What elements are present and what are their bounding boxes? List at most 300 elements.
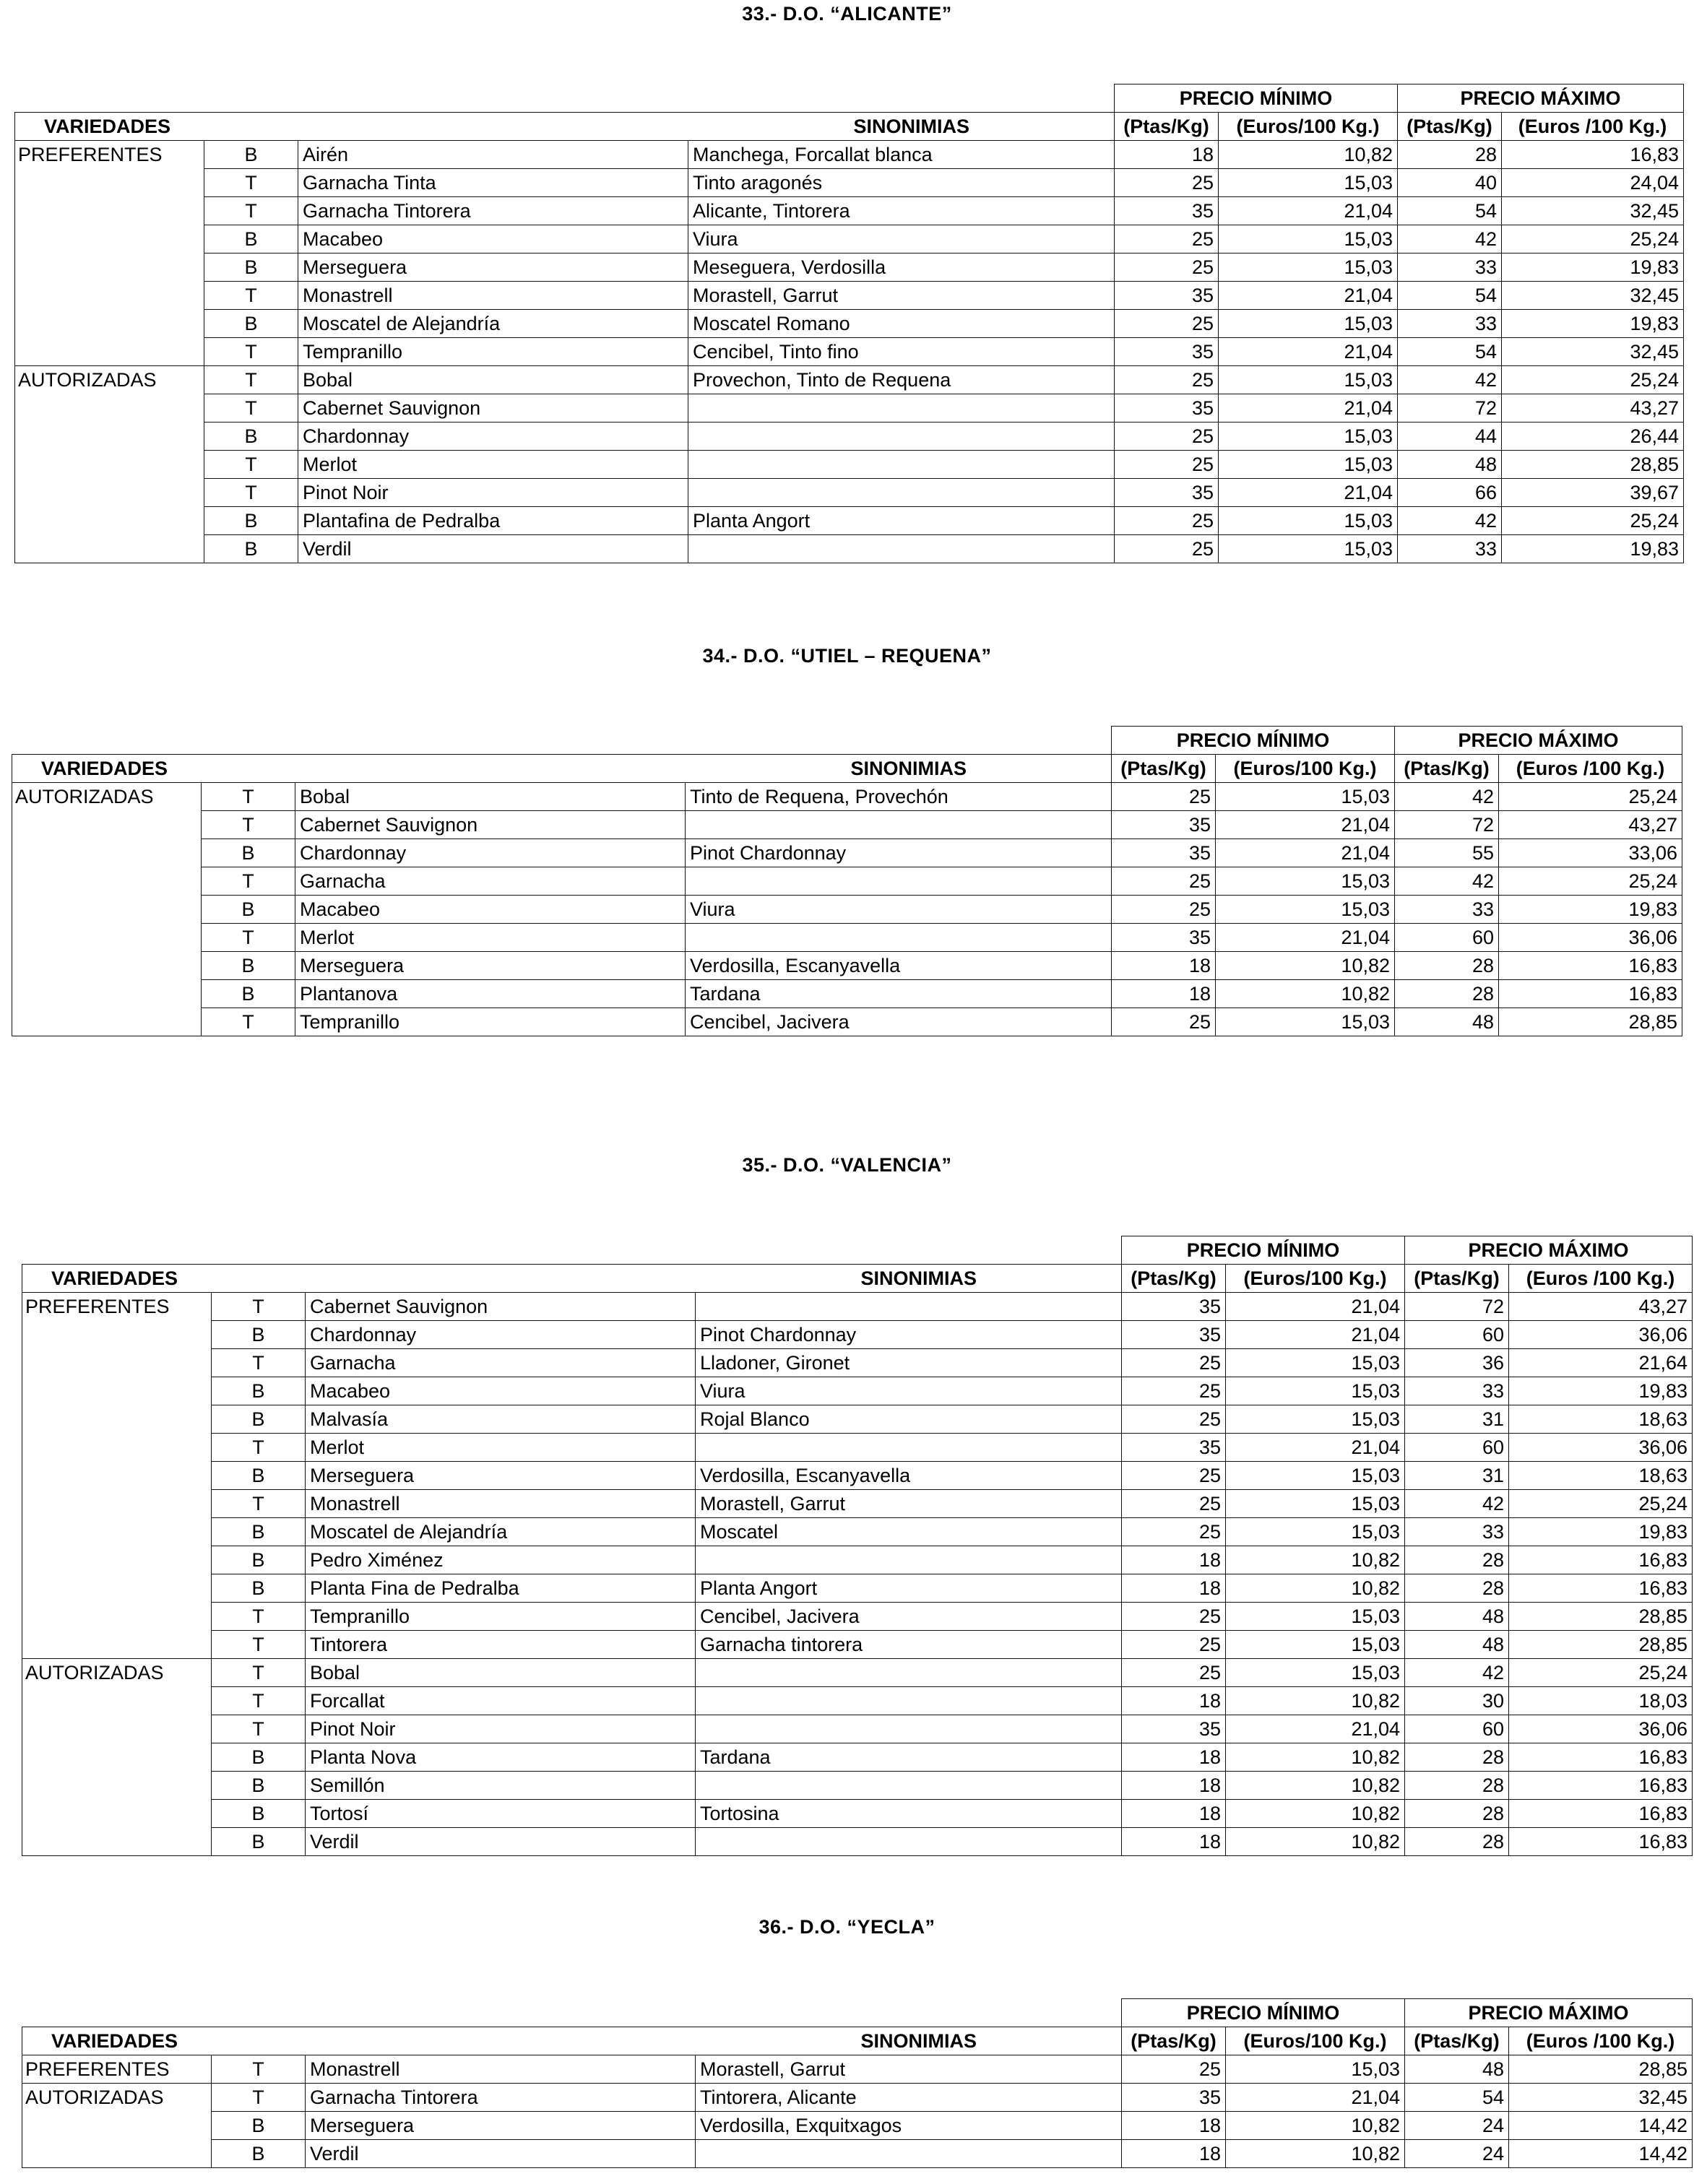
min-euros-100kg: 21,04 bbox=[1219, 394, 1398, 422]
variety-name: Moscatel de Alejandría bbox=[298, 310, 688, 338]
max-euros-100kg: 36,06 bbox=[1509, 1715, 1693, 1743]
max-ptas-kg: 28 bbox=[1395, 952, 1499, 980]
table-row bbox=[22, 1377, 1693, 1405]
min-ptas-kg: 25 bbox=[1112, 1008, 1216, 1036]
header-sinonimias: SINONIMIAS bbox=[696, 2027, 1122, 2055]
variety-name: Cabernet Sauvignon bbox=[306, 1293, 696, 1321]
synonyms bbox=[696, 1546, 1122, 1574]
header-sinonimias: SINONIMIAS bbox=[688, 113, 1115, 141]
grape-color: B bbox=[212, 1800, 306, 1828]
header-row-prices bbox=[22, 1236, 1693, 1265]
min-ptas-kg: 35 bbox=[1115, 479, 1219, 507]
min-euros-100kg: 21,04 bbox=[1219, 338, 1398, 366]
max-ptas-kg: 54 bbox=[1398, 338, 1502, 366]
variety-name: Pinot Noir bbox=[298, 479, 688, 507]
grape-color: T bbox=[212, 1631, 306, 1659]
min-ptas-kg: 25 bbox=[1112, 783, 1216, 811]
table-row bbox=[22, 1743, 1693, 1772]
table-row bbox=[15, 197, 1684, 225]
min-ptas-kg: 35 bbox=[1115, 338, 1219, 366]
max-ptas-kg: 28 bbox=[1395, 980, 1499, 1008]
variety-name: Tintorera bbox=[306, 1631, 696, 1659]
min-euros-100kg: 21,04 bbox=[1226, 1715, 1405, 1743]
synonyms bbox=[696, 1659, 1122, 1687]
min-euros-100kg: 15,03 bbox=[1219, 535, 1398, 563]
table-row bbox=[22, 1828, 1693, 1856]
header-euros-min: (Euros/100 Kg.) bbox=[1226, 1265, 1405, 1293]
min-euros-100kg: 10,82 bbox=[1226, 1828, 1405, 1856]
max-ptas-kg: 54 bbox=[1398, 282, 1502, 310]
min-euros-100kg: 15,03 bbox=[1226, 1490, 1405, 1518]
min-ptas-kg: 35 bbox=[1112, 924, 1216, 952]
min-euros-100kg: 15,03 bbox=[1226, 1462, 1405, 1490]
max-euros-100kg: 16,83 bbox=[1509, 1546, 1693, 1574]
max-euros-100kg: 24,04 bbox=[1502, 169, 1684, 197]
synonyms: Provechon, Tinto de Requena bbox=[688, 366, 1115, 394]
grape-color: B bbox=[212, 1743, 306, 1772]
variety-name: Monastrell bbox=[306, 1490, 696, 1518]
header-euros-max: (Euros /100 Kg.) bbox=[1499, 755, 1682, 783]
min-euros-100kg: 15,03 bbox=[1226, 1518, 1405, 1546]
table-row bbox=[15, 169, 1684, 197]
max-ptas-kg: 33 bbox=[1405, 1518, 1509, 1546]
min-ptas-kg: 18 bbox=[1122, 1743, 1226, 1772]
max-ptas-kg: 72 bbox=[1405, 1293, 1509, 1321]
synonyms bbox=[696, 1293, 1122, 1321]
grape-color: B bbox=[204, 535, 298, 563]
variety-name: Verdil bbox=[306, 1828, 696, 1856]
synonyms: Meseguera, Verdosilla bbox=[688, 254, 1115, 282]
variety-name: Merseguera bbox=[298, 254, 688, 282]
min-euros-100kg: 10,82 bbox=[1226, 1800, 1405, 1828]
table-row bbox=[22, 2140, 1693, 2168]
table-row bbox=[15, 507, 1684, 535]
grape-color: T bbox=[202, 924, 295, 952]
grape-color: T bbox=[202, 1008, 295, 1036]
header-ptas-kg-max: (Ptas/Kg) bbox=[1398, 113, 1502, 141]
group-label: PREFERENTES bbox=[22, 2055, 212, 2084]
min-euros-100kg: 21,04 bbox=[1226, 1293, 1405, 1321]
table-row bbox=[12, 1008, 1682, 1036]
grape-color: B bbox=[204, 310, 298, 338]
min-euros-100kg: 15,03 bbox=[1216, 896, 1395, 924]
min-euros-100kg: 21,04 bbox=[1216, 924, 1395, 952]
min-euros-100kg: 10,82 bbox=[1216, 952, 1395, 980]
header-sinonimias: SINONIMIAS bbox=[686, 755, 1112, 783]
table-row bbox=[12, 811, 1682, 839]
variety-name: Macabeo bbox=[295, 896, 686, 924]
max-euros-100kg: 21,64 bbox=[1509, 1349, 1693, 1377]
min-ptas-kg: 25 bbox=[1122, 1377, 1226, 1405]
max-euros-100kg: 18,63 bbox=[1509, 1462, 1693, 1490]
max-ptas-kg: 72 bbox=[1395, 811, 1499, 839]
min-ptas-kg: 35 bbox=[1112, 811, 1216, 839]
grape-color: T bbox=[212, 2084, 306, 2112]
variety-name: Merlot bbox=[306, 1434, 696, 1462]
grape-color: T bbox=[204, 451, 298, 479]
grape-color: T bbox=[212, 1293, 306, 1321]
max-ptas-kg: 28 bbox=[1405, 1574, 1509, 1603]
table-row bbox=[22, 1349, 1693, 1377]
table-row bbox=[15, 254, 1684, 282]
min-euros-100kg: 15,03 bbox=[1226, 1349, 1405, 1377]
grape-color: T bbox=[204, 394, 298, 422]
max-euros-100kg: 16,83 bbox=[1499, 952, 1682, 980]
min-ptas-kg: 25 bbox=[1122, 2055, 1226, 2084]
header-precio-minimo: PRECIO MÍNIMO bbox=[1112, 727, 1395, 755]
max-euros-100kg: 14,42 bbox=[1509, 2112, 1693, 2140]
min-euros-100kg: 15,03 bbox=[1226, 1659, 1405, 1687]
min-ptas-kg: 25 bbox=[1122, 1603, 1226, 1631]
max-ptas-kg: 42 bbox=[1398, 225, 1502, 254]
min-euros-100kg: 21,04 bbox=[1226, 1321, 1405, 1349]
grape-color: T bbox=[204, 282, 298, 310]
variety-name: Tempranillo bbox=[298, 338, 688, 366]
synonyms: Tortosina bbox=[696, 1800, 1122, 1828]
max-euros-100kg: 25,24 bbox=[1499, 867, 1682, 896]
header-row-prices bbox=[12, 727, 1682, 755]
variety-name: Bobal bbox=[306, 1659, 696, 1687]
header-euros-max: (Euros /100 Kg.) bbox=[1509, 1265, 1693, 1293]
grape-color: B bbox=[212, 1377, 306, 1405]
min-ptas-kg: 25 bbox=[1112, 867, 1216, 896]
grape-color: B bbox=[202, 952, 295, 980]
max-ptas-kg: 33 bbox=[1398, 535, 1502, 563]
max-ptas-kg: 55 bbox=[1395, 839, 1499, 867]
variety-name: Moscatel de Alejandría bbox=[306, 1518, 696, 1546]
group-label: PREFERENTES bbox=[15, 141, 204, 366]
synonyms bbox=[688, 422, 1115, 451]
variety-name: Merlot bbox=[298, 451, 688, 479]
grape-color: B bbox=[212, 1405, 306, 1434]
synonyms: Morastell, Garrut bbox=[696, 1490, 1122, 1518]
min-euros-100kg: 10,82 bbox=[1226, 1687, 1405, 1715]
section-title-yecla: 36.- D.O. “YECLA” bbox=[759, 1916, 935, 1938]
min-euros-100kg: 10,82 bbox=[1226, 1546, 1405, 1574]
max-ptas-kg: 31 bbox=[1405, 1462, 1509, 1490]
table-row bbox=[22, 1321, 1693, 1349]
header-euros-min: (Euros/100 Kg.) bbox=[1226, 2027, 1405, 2055]
min-ptas-kg: 35 bbox=[1122, 1434, 1226, 1462]
table-row bbox=[12, 896, 1682, 924]
variety-name: Tortosí bbox=[306, 1800, 696, 1828]
min-euros-100kg: 15,03 bbox=[1226, 1603, 1405, 1631]
variety-name: Chardonnay bbox=[306, 1321, 696, 1349]
header-row-columns bbox=[12, 755, 1682, 783]
max-euros-100kg: 25,24 bbox=[1502, 366, 1684, 394]
group-label: AUTORIZADAS bbox=[22, 2084, 212, 2168]
synonyms: Moscatel Romano bbox=[688, 310, 1115, 338]
price-table-utiel-requena bbox=[12, 726, 1682, 1036]
header-precio-maximo: PRECIO MÁXIMO bbox=[1405, 1999, 1693, 2027]
synonyms bbox=[688, 394, 1115, 422]
max-euros-100kg: 28,85 bbox=[1502, 451, 1684, 479]
grape-color: B bbox=[202, 896, 295, 924]
header-euros-max: (Euros /100 Kg.) bbox=[1502, 113, 1684, 141]
synonyms: Planta Angort bbox=[696, 1574, 1122, 1603]
max-euros-100kg: 28,85 bbox=[1499, 1008, 1682, 1036]
header-variedades: VARIEDADES bbox=[12, 755, 686, 783]
table-row bbox=[22, 2084, 1693, 2112]
table-row bbox=[22, 1659, 1693, 1687]
header-ptas-kg-min: (Ptas/Kg) bbox=[1115, 113, 1219, 141]
max-euros-100kg: 43,27 bbox=[1509, 1293, 1693, 1321]
synonyms: Tinto de Requena, Provechón bbox=[686, 783, 1112, 811]
max-ptas-kg: 33 bbox=[1405, 1377, 1509, 1405]
min-ptas-kg: 25 bbox=[1122, 1349, 1226, 1377]
max-euros-100kg: 19,83 bbox=[1502, 254, 1684, 282]
max-ptas-kg: 48 bbox=[1405, 2055, 1509, 2084]
min-euros-100kg: 10,82 bbox=[1216, 980, 1395, 1008]
synonyms: Verdosilla, Exquitxagos bbox=[696, 2112, 1122, 2140]
variety-name: Garnacha Tintorera bbox=[306, 2084, 696, 2112]
table-row bbox=[12, 867, 1682, 896]
min-ptas-kg: 25 bbox=[1122, 1405, 1226, 1434]
min-euros-100kg: 15,03 bbox=[1219, 507, 1398, 535]
synonyms: Tintorera, Alicante bbox=[696, 2084, 1122, 2112]
max-ptas-kg: 48 bbox=[1405, 1631, 1509, 1659]
variety-name: Merlot bbox=[295, 924, 686, 952]
min-euros-100kg: 21,04 bbox=[1226, 1434, 1405, 1462]
min-euros-100kg: 10,82 bbox=[1226, 2140, 1405, 2168]
grape-color: T bbox=[212, 1434, 306, 1462]
variety-name: Verdil bbox=[306, 2140, 696, 2168]
synonyms: Lladoner, Gironet bbox=[696, 1349, 1122, 1377]
header-ptas-kg-min: (Ptas/Kg) bbox=[1112, 755, 1216, 783]
max-euros-100kg: 19,83 bbox=[1509, 1377, 1693, 1405]
min-euros-100kg: 21,04 bbox=[1216, 811, 1395, 839]
min-ptas-kg: 35 bbox=[1115, 197, 1219, 225]
header-row-columns bbox=[22, 2027, 1693, 2055]
min-ptas-kg: 18 bbox=[1122, 1546, 1226, 1574]
synonyms bbox=[696, 1828, 1122, 1856]
min-ptas-kg: 25 bbox=[1115, 451, 1219, 479]
min-ptas-kg: 35 bbox=[1122, 2084, 1226, 2112]
min-ptas-kg: 25 bbox=[1115, 422, 1219, 451]
grape-color: T bbox=[212, 1687, 306, 1715]
max-euros-100kg: 26,44 bbox=[1502, 422, 1684, 451]
min-euros-100kg: 15,03 bbox=[1216, 783, 1395, 811]
header-ptas-kg-max: (Ptas/Kg) bbox=[1405, 1265, 1509, 1293]
min-euros-100kg: 15,03 bbox=[1216, 1008, 1395, 1036]
min-euros-100kg: 10,82 bbox=[1226, 2112, 1405, 2140]
variety-name: Bobal bbox=[298, 366, 688, 394]
table-row bbox=[22, 1546, 1693, 1574]
header-row-columns bbox=[22, 1265, 1693, 1293]
variety-name: Pedro Ximénez bbox=[306, 1546, 696, 1574]
variety-name: Bobal bbox=[295, 783, 686, 811]
max-euros-100kg: 39,67 bbox=[1502, 479, 1684, 507]
grape-color: B bbox=[212, 1546, 306, 1574]
variety-name: Garnacha Tinta bbox=[298, 169, 688, 197]
max-euros-100kg: 16,83 bbox=[1499, 980, 1682, 1008]
grape-color: B bbox=[212, 1462, 306, 1490]
max-euros-100kg: 36,06 bbox=[1509, 1321, 1693, 1349]
grape-color: T bbox=[204, 338, 298, 366]
min-euros-100kg: 10,82 bbox=[1219, 141, 1398, 169]
max-euros-100kg: 19,83 bbox=[1499, 896, 1682, 924]
max-ptas-kg: 33 bbox=[1395, 896, 1499, 924]
table-row bbox=[12, 839, 1682, 867]
header-row-columns bbox=[15, 113, 1684, 141]
grape-color: T bbox=[202, 811, 295, 839]
max-ptas-kg: 44 bbox=[1398, 422, 1502, 451]
variety-name: Cabernet Sauvignon bbox=[295, 811, 686, 839]
synonyms: Viura bbox=[696, 1377, 1122, 1405]
table-row bbox=[15, 282, 1684, 310]
table-row bbox=[15, 338, 1684, 366]
max-ptas-kg: 40 bbox=[1398, 169, 1502, 197]
price-table-alicante bbox=[14, 84, 1684, 563]
min-ptas-kg: 25 bbox=[1115, 169, 1219, 197]
variety-name: Airén bbox=[298, 141, 688, 169]
min-euros-100kg: 10,82 bbox=[1226, 1574, 1405, 1603]
header-euros-min: (Euros/100 Kg.) bbox=[1216, 755, 1395, 783]
table-row bbox=[22, 1772, 1693, 1800]
synonyms bbox=[688, 479, 1115, 507]
grape-color: B bbox=[212, 1518, 306, 1546]
min-euros-100kg: 15,03 bbox=[1226, 2055, 1405, 2084]
table-row bbox=[12, 952, 1682, 980]
table-row bbox=[15, 451, 1684, 479]
table-row bbox=[22, 1631, 1693, 1659]
variety-name: Planta Fina de Pedralba bbox=[306, 1574, 696, 1603]
max-euros-100kg: 16,83 bbox=[1509, 1743, 1693, 1772]
synonyms: Cencibel, Tinto fino bbox=[688, 338, 1115, 366]
min-ptas-kg: 18 bbox=[1122, 1828, 1226, 1856]
table-row bbox=[15, 310, 1684, 338]
synonyms bbox=[696, 1687, 1122, 1715]
max-euros-100kg: 43,27 bbox=[1499, 811, 1682, 839]
min-euros-100kg: 21,04 bbox=[1219, 197, 1398, 225]
min-euros-100kg: 15,03 bbox=[1219, 254, 1398, 282]
max-ptas-kg: 28 bbox=[1405, 1772, 1509, 1800]
min-ptas-kg: 25 bbox=[1112, 896, 1216, 924]
min-euros-100kg: 21,04 bbox=[1219, 479, 1398, 507]
synonyms: Viura bbox=[688, 225, 1115, 254]
max-ptas-kg: 28 bbox=[1405, 1800, 1509, 1828]
min-euros-100kg: 21,04 bbox=[1216, 839, 1395, 867]
max-ptas-kg: 60 bbox=[1405, 1321, 1509, 1349]
header-blank bbox=[15, 84, 1115, 113]
header-euros-min: (Euros/100 Kg.) bbox=[1219, 113, 1398, 141]
section-title-alicante: 33.- D.O. “ALICANTE” bbox=[742, 3, 952, 25]
table-row bbox=[22, 1603, 1693, 1631]
variety-name: Malvasía bbox=[306, 1405, 696, 1434]
min-euros-100kg: 21,04 bbox=[1219, 282, 1398, 310]
header-variedades: VARIEDADES bbox=[22, 2027, 696, 2055]
max-ptas-kg: 60 bbox=[1405, 1715, 1509, 1743]
group-label: AUTORIZADAS bbox=[15, 366, 204, 563]
header-ptas-kg-min: (Ptas/Kg) bbox=[1122, 2027, 1226, 2055]
min-euros-100kg: 21,04 bbox=[1226, 2084, 1405, 2112]
max-euros-100kg: 18,03 bbox=[1509, 1687, 1693, 1715]
max-euros-100kg: 16,83 bbox=[1502, 141, 1684, 169]
table-row bbox=[22, 1405, 1693, 1434]
min-ptas-kg: 18 bbox=[1122, 1800, 1226, 1828]
max-ptas-kg: 54 bbox=[1405, 2084, 1509, 2112]
variety-name: Garnacha bbox=[295, 867, 686, 896]
min-ptas-kg: 35 bbox=[1122, 1293, 1226, 1321]
header-blank bbox=[12, 727, 1112, 755]
min-ptas-kg: 25 bbox=[1115, 366, 1219, 394]
table-row bbox=[15, 225, 1684, 254]
max-ptas-kg: 28 bbox=[1405, 1546, 1509, 1574]
table-row bbox=[15, 141, 1684, 169]
synonyms: Verdosilla, Escanyavella bbox=[686, 952, 1112, 980]
min-ptas-kg: 18 bbox=[1122, 1574, 1226, 1603]
grape-color: T bbox=[204, 169, 298, 197]
header-sinonimias: SINONIMIAS bbox=[696, 1265, 1122, 1293]
variety-name: Plantafina de Pedralba bbox=[298, 507, 688, 535]
synonyms: Planta Angort bbox=[688, 507, 1115, 535]
max-euros-100kg: 32,45 bbox=[1502, 338, 1684, 366]
min-euros-100kg: 15,03 bbox=[1219, 422, 1398, 451]
min-ptas-kg: 18 bbox=[1112, 980, 1216, 1008]
table-row bbox=[22, 1462, 1693, 1490]
table-row bbox=[22, 1518, 1693, 1546]
table-row bbox=[12, 980, 1682, 1008]
max-euros-100kg: 36,06 bbox=[1499, 924, 1682, 952]
table-row bbox=[22, 1434, 1693, 1462]
grape-color: B bbox=[202, 980, 295, 1008]
min-ptas-kg: 18 bbox=[1122, 1772, 1226, 1800]
synonyms: Morastell, Garrut bbox=[688, 282, 1115, 310]
min-ptas-kg: 35 bbox=[1115, 394, 1219, 422]
max-ptas-kg: 30 bbox=[1405, 1687, 1509, 1715]
min-ptas-kg: 25 bbox=[1115, 225, 1219, 254]
max-ptas-kg: 48 bbox=[1405, 1603, 1509, 1631]
max-ptas-kg: 36 bbox=[1405, 1349, 1509, 1377]
synonyms bbox=[696, 1434, 1122, 1462]
min-ptas-kg: 25 bbox=[1122, 1518, 1226, 1546]
synonyms: Pinot Chardonnay bbox=[686, 839, 1112, 867]
table-row bbox=[15, 366, 1684, 394]
min-ptas-kg: 25 bbox=[1115, 254, 1219, 282]
synonyms bbox=[688, 535, 1115, 563]
header-ptas-kg-max: (Ptas/Kg) bbox=[1405, 2027, 1509, 2055]
min-euros-100kg: 15,03 bbox=[1219, 366, 1398, 394]
min-ptas-kg: 35 bbox=[1112, 839, 1216, 867]
header-blank bbox=[22, 1999, 1122, 2027]
min-euros-100kg: 15,03 bbox=[1226, 1631, 1405, 1659]
min-euros-100kg: 15,03 bbox=[1226, 1405, 1405, 1434]
synonyms bbox=[696, 1715, 1122, 1743]
header-variedades: VARIEDADES bbox=[15, 113, 688, 141]
grape-color: T bbox=[202, 783, 295, 811]
max-ptas-kg: 24 bbox=[1405, 2112, 1509, 2140]
min-ptas-kg: 25 bbox=[1122, 1631, 1226, 1659]
grape-color: T bbox=[204, 479, 298, 507]
variety-name: Merseguera bbox=[306, 2112, 696, 2140]
max-euros-100kg: 16,83 bbox=[1509, 1574, 1693, 1603]
max-euros-100kg: 25,24 bbox=[1499, 783, 1682, 811]
synonyms bbox=[686, 867, 1112, 896]
max-ptas-kg: 24 bbox=[1405, 2140, 1509, 2168]
synonyms bbox=[696, 2140, 1122, 2168]
synonyms bbox=[686, 811, 1112, 839]
variety-name: Garnacha bbox=[306, 1349, 696, 1377]
grape-color: T bbox=[202, 867, 295, 896]
max-euros-100kg: 19,83 bbox=[1502, 310, 1684, 338]
max-euros-100kg: 16,83 bbox=[1509, 1800, 1693, 1828]
variety-name: Monastrell bbox=[298, 282, 688, 310]
max-ptas-kg: 31 bbox=[1405, 1405, 1509, 1434]
table-row bbox=[22, 1687, 1693, 1715]
header-precio-minimo: PRECIO MÍNIMO bbox=[1115, 84, 1398, 113]
synonyms bbox=[686, 924, 1112, 952]
price-table-valencia bbox=[22, 1236, 1693, 1856]
